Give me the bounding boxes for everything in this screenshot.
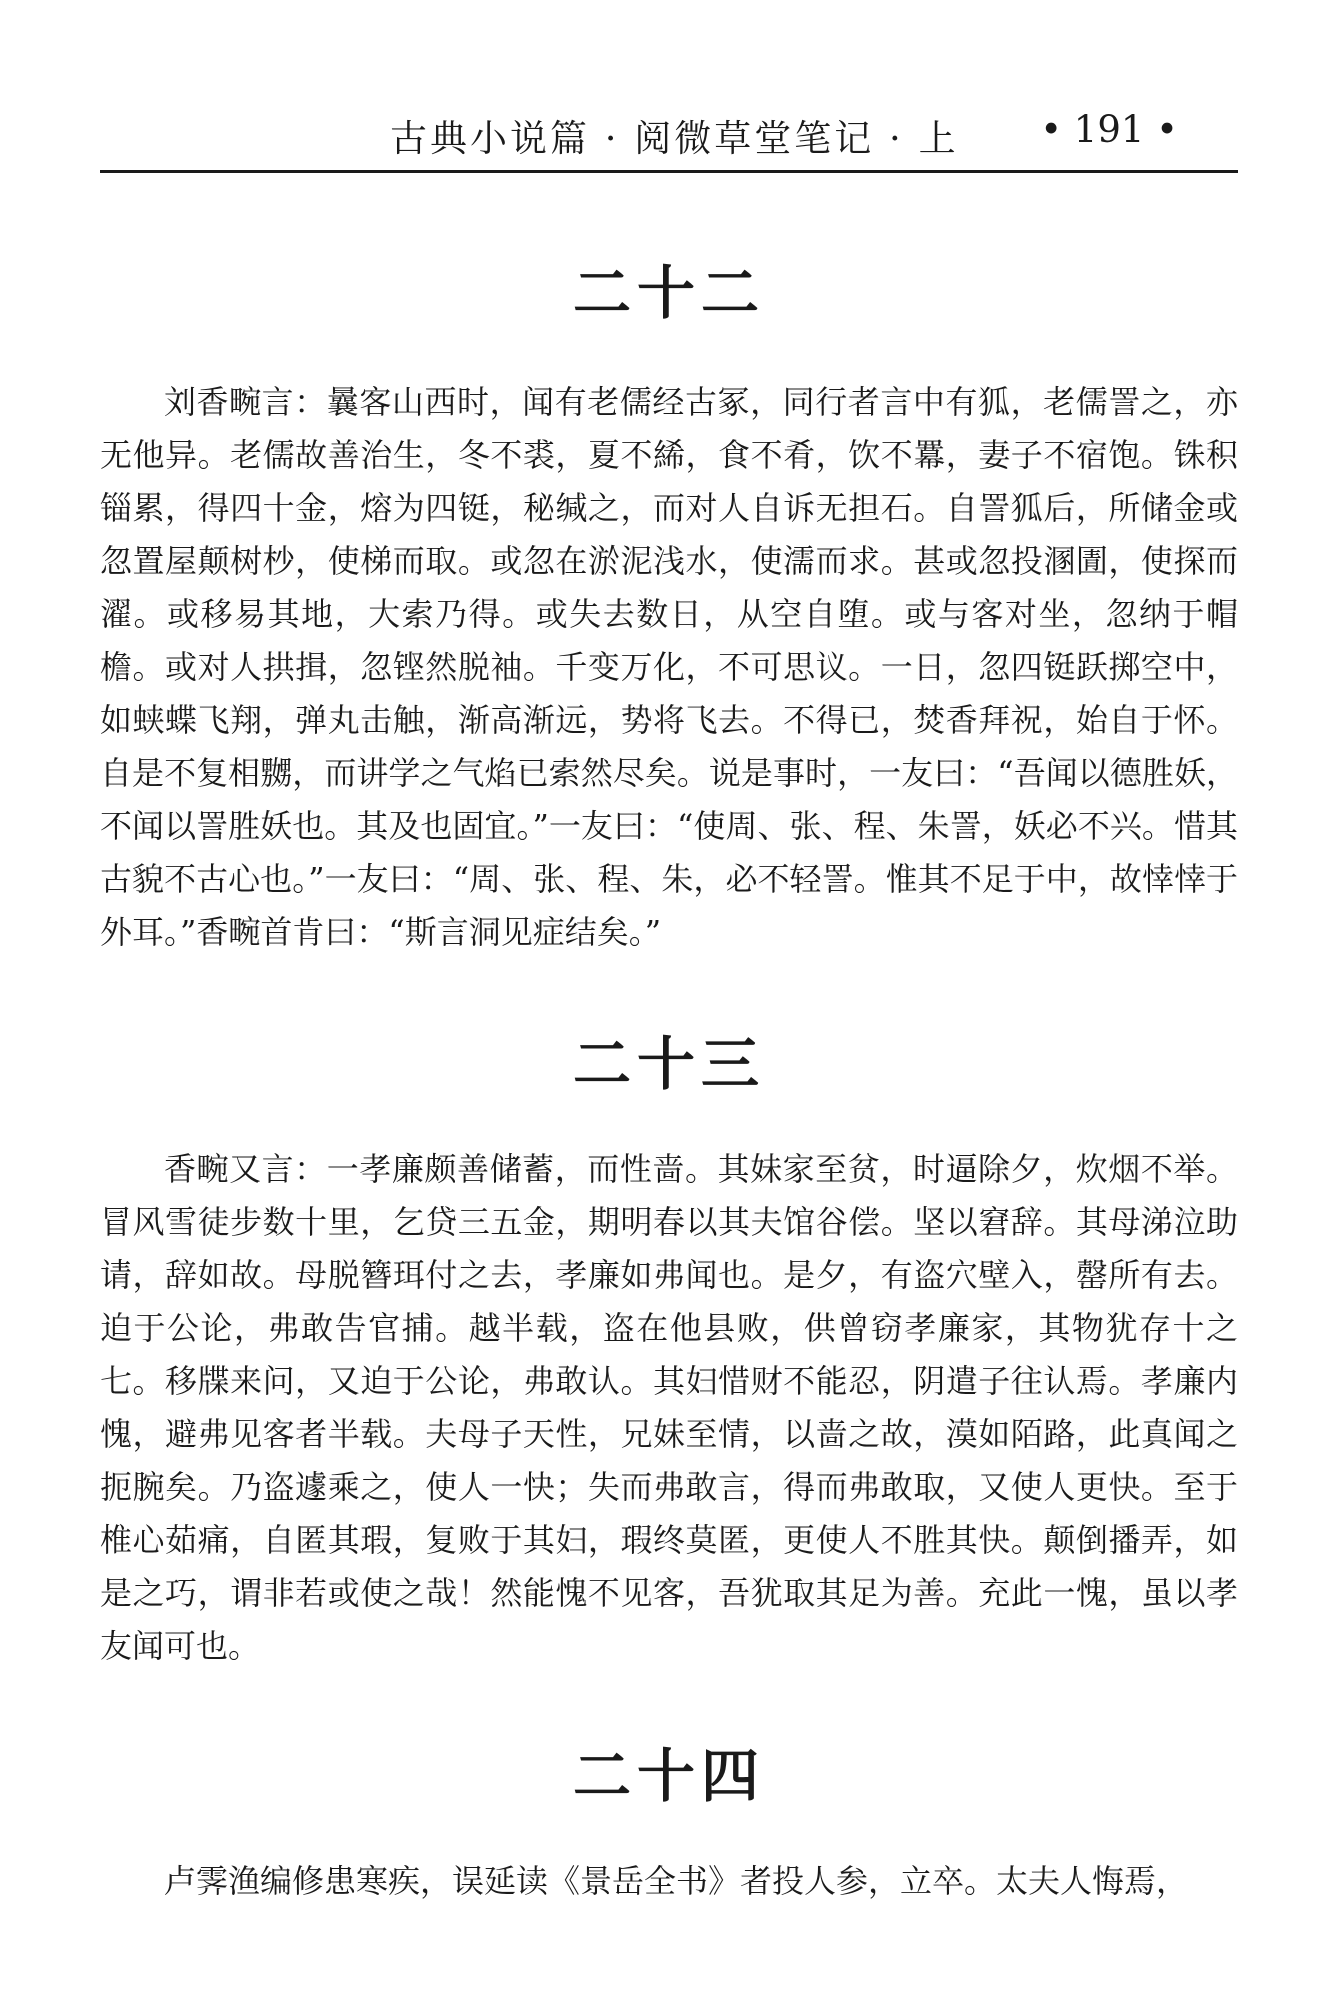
header-rule <box>100 170 1238 173</box>
section-heading-24: 二十四 <box>572 1742 765 1810</box>
section-heading-22: 二十二 <box>572 259 765 327</box>
running-header <box>100 108 1238 170</box>
section-text-24: 卢霁渔编修患寒疾，误延读《景岳全书》者投人参，立卒。太夫人悔焉， <box>164 1862 1189 1900</box>
section-text-23: 香畹又言：一孝廉颇善储蓄，而性啬。其妹家至贫，时逼除夕，炊烟不举。冒风雪徒步数十里，乞贷三五金，期明春以其夫馆谷偿。坚以窘辞。其母涕泣助请，辞如故。母脱簪珥付之去，孝廉如弗闻也。是夕，有盗穴壁入，罄所有去。迫于公论，弗敢告官捕。越半载，盗在他县败，供曾窃孝廉家，其物犹存十之七。移牒来问，又迫于公论，弗敢认。其妇惜财不能忍，阴遣子往认焉。孝廉内愧，避弗见客者半载。夫母子天性，兄妹至情，以啬之故，漠如陌路，此真闻之扼腕矣。乃盗遽乘之，使人一快；失而弗敢言，得而弗敢取，又使人更快。至于椎心茹痛，自匿其瑕，复败于其妇，瑕终莫匿，更使人不胜其快。颠倒播弄，如是之巧，谓非若或使之哉！然能愧不见客，吾犹取其足为善。充此一愧，虽以孝友闻可也。 <box>100 1150 1238 1665</box>
section-heading-23: 二十三 <box>572 1030 765 1098</box>
page-number: • 191 • <box>1040 108 1178 151</box>
running-header-title: 古典小说篇 · 阅微草堂笔记 · 上 <box>390 117 959 160</box>
page-body <box>100 248 1238 1908</box>
section-text-22: 刘香畹言：曩客山西时，闻有老儒经古冢，同行者言中有狐，老儒詈之，亦无他异。老儒故善治生，冬不裘，夏不絺，食不肴，饮不羃，妻子不宿饱。铢积锱累，得四十金，熔为四铤，秘缄之，而对人自诉无担石。自詈狐后，所储金或忽置屋颠树杪，使梯而取。或忽在淤泥浅水，使濡而求。甚或忽投溷圊，使探而濯。或移易其地，大索乃得。或失去数日，从空自堕。或与客对坐，忽纳于帽檐。或对人拱揖，忽铿然脱袖。千变万化，不可思议。一日，忽四铤跃掷空中，如蛱蝶飞翔，弹丸击触，渐高渐远，势将飞去。不得已，焚香拜祝，始自于怀。自是不复相嬲，而讲学之气焰已索然尽矣。说是事时，一友曰：“吾闻以德胜妖，不闻以詈胜妖也。其及也固宜。”一友曰：“使周、张、程、朱詈，妖必不兴。惜其古貌不古心也。”一友曰：“周、张、程、朱，必不轻詈。惟其不足于中，故悻悻于外耳。”香畹首肯曰：“斯言洞见症结矣。” <box>100 383 1238 951</box>
